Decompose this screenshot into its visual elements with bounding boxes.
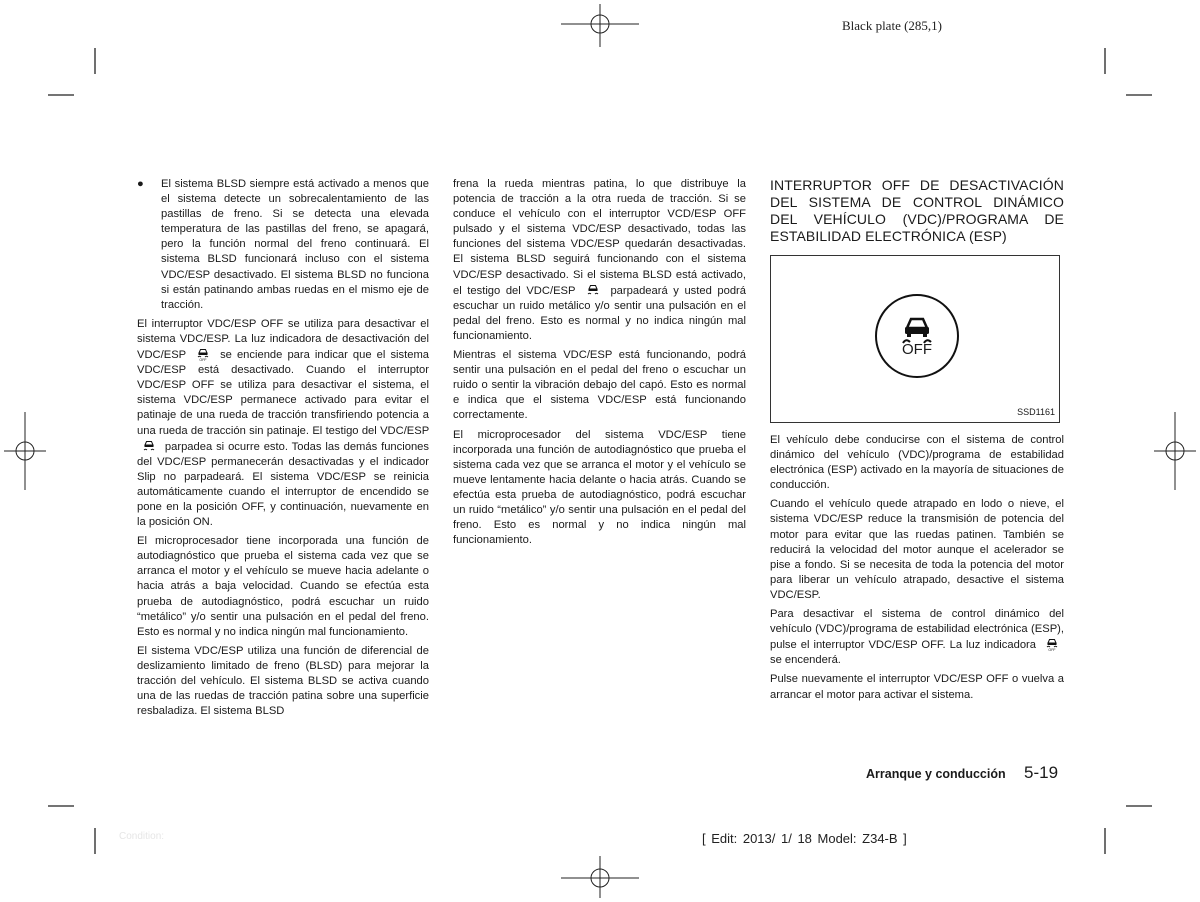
text-segment: frena la rueda mientras patina, lo que distribuye la potencia de tracción a la otra rueda de tracción. Si se conduce el vehículo con el interruptor VCD/ESP OFF pulsado y el sistema VDC/ESP desactivado, todas las funciones del sistema VDC/ESP quedarán desactivadas. El sistema BLSD seguirá funcionando con el sistema VDC/ESP desactivado. Si el sistema BLSD está activado, el testigo del VDC/ESP: [453, 178, 746, 297]
paragraph: Mientras el sistema VDC/ESP está funcionando, podrá sentir una pulsación en el pedal del freno o escuchar un ruido o sentir la vibración debajo del capó. Esto es normal e indica que el sistema VDC/ESP está funcionando correctamente.: [453, 349, 746, 422]
figure-vdc-off-switch: [770, 255, 1060, 423]
page-number: 5-19: [1024, 763, 1059, 782]
paragraph: El microprocesador del sistema VDC/ESP tiene incorporada una función de autodiagnóstico que prueba el sistema cada vez que se arranca el motor y el vehículo se mueve lentamente hacia delante o hacia atrás. Cuando se efectúa esta prueba de autodiagnóstico, podrá escuchar un ruido “metálico” y/o sentir una pulsación en el pedal del freno. Esto es normal y no indica ningún mal funcionamiento.: [453, 428, 746, 547]
paragraph: El vehículo debe conducirse con el sistema de control dinámico del vehículo (VDC)/programa de estabilidad electrónica (ESP) activado en la mayoría de situaciones de conducción.: [770, 434, 1064, 492]
plate-label: Black plate (285,1): [842, 18, 942, 33]
off-label: OFF: [902, 341, 932, 359]
vdc-off-switch-icon: [875, 294, 959, 378]
paragraph: [137, 317, 429, 530]
condition-label: Condition:: [119, 831, 165, 842]
bullet-item: [137, 177, 429, 313]
column-2: [453, 177, 746, 552]
paragraph: [453, 177, 746, 344]
skid-car-icon: [897, 314, 937, 344]
paragraph: Pulse nuevamente el interruptor VDC/ESP OFF o vuelva a arrancar el motor para activar el sistema.: [770, 673, 1064, 701]
paragraph: El microprocesador tiene incorporada una función de autodiagnóstico que prueba el sistema cada vez que se arranca el motor y el vehículo se mueve hacia adelante o hacia atrás a baja velocidad. Cuando se efectúa esta prueba de autodiagnóstico, podrá escuchar un ruido “metálico” y/o sentir una pulsación en el pedal del freno. Esto es normal y no indica ningún mal funcionamiento.: [137, 535, 429, 638]
vdc-off-icon: [1044, 637, 1060, 651]
paragraph: Cuando el vehículo quede atrapado en lodo o nieve, el sistema VDC/ESP reduce la transmisión de potencia del motor para evitar que las ruedas patinen. También se reducirá la velocidad del motor aunque el acelerador se pise a fondo. Si se necesita de toda la potencia del motor para liberar un vehículo atrapado, desactive el sistema VDC/ESP.: [770, 498, 1064, 601]
vdc-off-icon: [195, 347, 211, 361]
text-segment: parpadeará y usted podrá escuchar un ruido metálico y/o sentir una pulsación en el pedal del freno. Esto es normal y no indica ningún mal funcionamiento.: [453, 284, 747, 342]
bullet-dot: ●: [137, 178, 144, 190]
registration-mark-left: [4, 412, 46, 490]
svg-text:OFF: OFF: [1048, 648, 1056, 652]
column-1: [137, 177, 429, 723]
paragraph: El sistema VDC/ESP utiliza una función de diferencial de deslizamiento limitado de freno (BLSD) para mejorar la tracción del vehículo. El sistema BLSD se activa cuando una de las ruedas de tracción patina sobre una superficie resbaladiza. El sistema BLSD: [137, 644, 429, 718]
column-3: [770, 177, 1064, 707]
registration-mark-bottom: [561, 856, 639, 898]
bullet-text: El sistema BLSD siempre está activado a menos que el sistema detecte un sobrecalentamiento de las pastillas de freno. Si se detecta una elevada temperatura de las pastillas del freno, se apagará, pero la función normal del freno continuará. El sistema BLSD funcionará incluso con el sistema VDC/ESP desactivado. El sistema BLSD no funciona si están patinando ambas ruedas en el mismo eje de tracción.: [161, 178, 429, 311]
text-segment: se encenderá.: [770, 654, 841, 667]
text-segment: se enciende para indicar que el sistema VDC/ESP está desactivado. Cuando el interruptor VDC/ESP OFF se utiliza para desactivar el sistema, el sistema VDC/ESP permanece activado para evitar el patinaje de una rueda de tracción transfiriendo potencia a una rueda de tracción sin patinaje. El testigo del VDC/ESP: [137, 349, 429, 437]
registration-mark-right: [1154, 412, 1196, 490]
figure-code: SSD1161: [1017, 406, 1055, 417]
edit-info: [ Edit: 2013/ 1/ 18 Model: Z34-B ]: [702, 831, 907, 846]
section-title: Arranque y conducción: [866, 767, 1006, 781]
text-segment: El interruptor VDC/ESP OFF se utiliza para desactivar el sistema VDC/ESP. La luz indicadora de desactivación del VDC/ESP: [137, 317, 429, 362]
section-heading: INTERRUPTOR OFF DE DESACTIVACIÓN DEL SISTEMA DE CONTROL DINÁMICO DEL VEHÍCULO (VDC)/PROGRAMA DE ESTABILIDAD ELECTRÓNICA (ESP): [770, 177, 1064, 244]
registration-mark-top: [561, 4, 639, 47]
text-segment: Para desactivar el sistema de control dinámico del vehículo (VDC)/programa de estabilidad electrónica (ESP), pulse el interruptor VDC/ESP OFF. La luz indicadora: [770, 608, 1064, 652]
vdc-warning-icon: [585, 283, 601, 297]
paragraph: [770, 607, 1064, 668]
svg-text:OFF: OFF: [199, 357, 207, 362]
text-segment: parpadea si ocurre esto. Todas las demás funciones del VDC/ESP permanecerán desactivadas y el indicador Slip no parpadeará. El sistema VDC/ESP se reinicia automáticamente cuando el interruptor de encendido se pone en la posición OFF, y continuación, nuevamente en la posición ON.: [137, 440, 429, 529]
vdc-warning-icon: [141, 439, 157, 453]
